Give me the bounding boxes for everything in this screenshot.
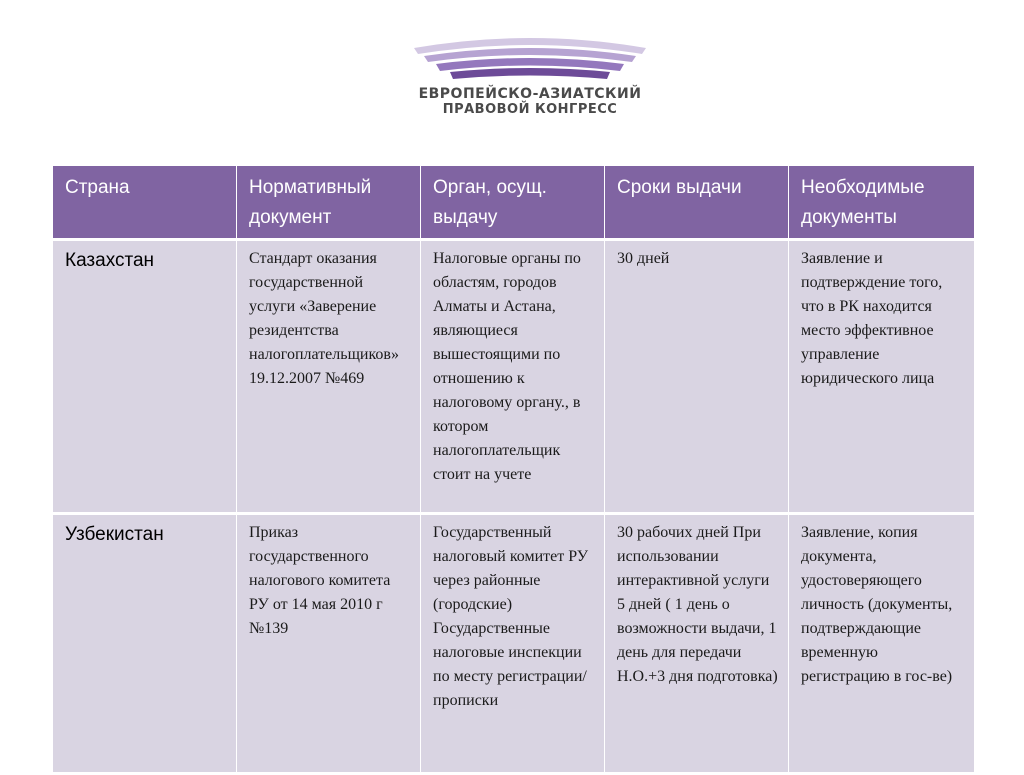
cell-authority: Налоговые органы по областям, городов Алматы и Астана, являющиеся вышестоящими по отношению к налоговому органу., в котором налогоплательщик стоит на учете xyxy=(421,240,605,514)
header-required-documents: Необходимые документы xyxy=(789,166,975,240)
table-header-row xyxy=(53,166,975,240)
header-document: Нормативный документ xyxy=(237,166,421,240)
header-authority: Орган, осущ. выдачу xyxy=(421,166,605,240)
congress-logo xyxy=(380,34,680,124)
logo-title-line2: ПРАВОВОЙ КОНГРЕСС xyxy=(442,102,618,117)
header-country: Страна xyxy=(53,166,237,240)
cell-country: Казахстан xyxy=(53,240,237,514)
table-row xyxy=(53,514,975,774)
cell-document: Приказ государственного налогового комитета РУ от 14 мая 2010 г №139 xyxy=(237,514,421,774)
cell-required-documents: Заявление и подтверждение того, что в РК находится место эффективное управление юридического лица xyxy=(789,240,975,514)
cell-country: Узбекистан xyxy=(53,514,237,774)
table-row xyxy=(53,240,975,514)
cell-document: Стандарт оказания государственной услуги «Заверение резидентства налогоплательщиков» 19.12.2007 №469 xyxy=(237,240,421,514)
logo-arcs-icon xyxy=(410,34,650,82)
cell-authority: Государственный налоговый комитет РУ через районные (городские) Государственные налоговые инспекции по месту регистрации/ прописки xyxy=(421,514,605,774)
header-terms: Сроки выдачи xyxy=(605,166,789,240)
cell-terms: 30 дней xyxy=(605,240,789,514)
residency-certificate-table xyxy=(52,166,975,775)
logo-title-line1: ЕВРОПЕЙСКО-АЗИАТСКИЙ xyxy=(418,86,642,102)
cell-terms: 30 рабочих дней При использовании интерактивной услуги 5 дней ( 1 день о возможности выдачи, 1 день для передачи Н.О.+3 дня подготовка) xyxy=(605,514,789,774)
cell-required-documents: Заявление, копия документа, удостоверяющего личность (документы, подтверждающие временную регистрацию в гос-ве) xyxy=(789,514,975,774)
